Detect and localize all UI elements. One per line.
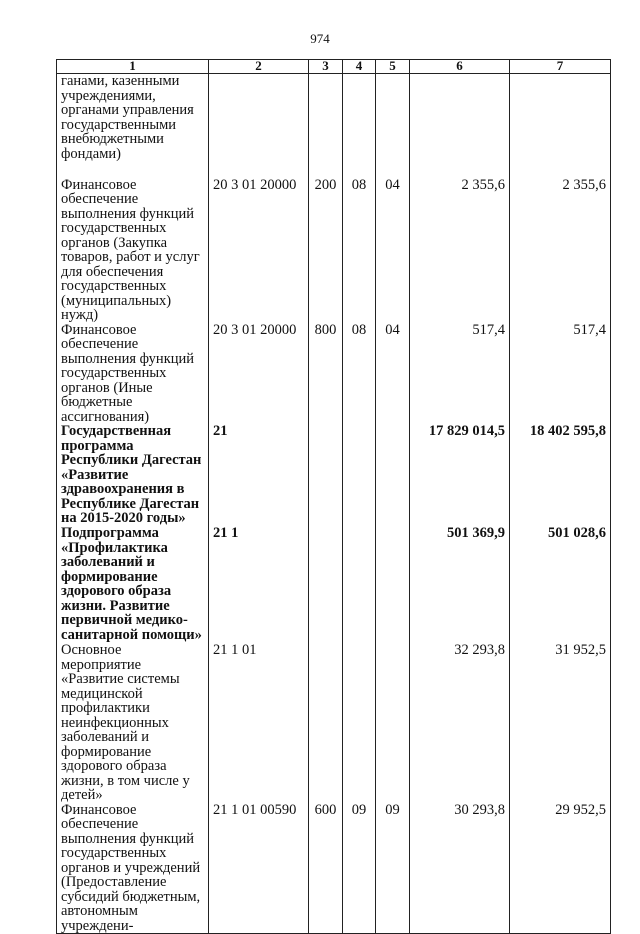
row-col3: [309, 424, 343, 526]
row-code: 21 1: [209, 526, 309, 643]
table-row: [57, 803, 611, 934]
row-col4: 08: [343, 178, 376, 323]
row-value-7: 31 952,5: [510, 643, 611, 803]
column-header: 2: [209, 60, 309, 74]
row-col5: [376, 424, 410, 526]
row-value-7: 2 355,6: [510, 178, 611, 323]
row-value-7: 501 028,6: [510, 526, 611, 643]
row-col5: [376, 526, 410, 643]
row-code: 20 3 01 20000: [209, 323, 309, 425]
budget-table: [56, 59, 611, 934]
table-row: [57, 643, 611, 803]
row-value-6: 2 355,6: [410, 178, 510, 323]
row-code: [209, 74, 309, 178]
table-row: [57, 424, 611, 526]
row-name: Подпрограмма «Профилактика заболеваний и формирование здорового образа жизни. Развитие первичной медико-санитарной помощи»: [57, 526, 209, 643]
row-col4: 08: [343, 323, 376, 425]
table-row: [57, 178, 611, 323]
row-col5: [376, 643, 410, 803]
row-value-7: 18 402 595,8: [510, 424, 611, 526]
table-row: [57, 526, 611, 643]
row-value-7: 517,4: [510, 323, 611, 425]
column-header: 6: [410, 60, 510, 74]
row-col4: [343, 424, 376, 526]
row-col4: [343, 74, 376, 178]
row-col3: 800: [309, 323, 343, 425]
row-value-7: [510, 74, 611, 178]
row-col5: 04: [376, 178, 410, 323]
row-col3: 600: [309, 803, 343, 934]
column-header: 1: [57, 60, 209, 74]
row-name: Основное мероприятие «Развитие системы медицинской профилактики неинфекционных заболеваний и формирование здорового образа жизни, в том числе у детей»: [57, 643, 209, 803]
column-header: 3: [309, 60, 343, 74]
row-value-6: 30 293,8: [410, 803, 510, 934]
table-row: [57, 74, 611, 178]
row-code: 20 3 01 20000: [209, 178, 309, 323]
row-col3: [309, 643, 343, 803]
row-name: Финансовое обеспечение выполнения функций государственных органов и учреждений (Предоставление субсидий бюджетным, автономным учреждени-: [57, 803, 209, 934]
row-col5: 09: [376, 803, 410, 934]
table-row: [57, 323, 611, 425]
row-value-6: 501 369,9: [410, 526, 510, 643]
row-code: 21: [209, 424, 309, 526]
row-name: Государственная программа Республики Дагестан «Развитие здравоохранения в Республике Дагестан на 2015-2020 годы»: [57, 424, 209, 526]
page-number: 974: [310, 31, 330, 46]
row-col4: [343, 643, 376, 803]
column-header: 5: [376, 60, 410, 74]
row-name: Финансовое обеспечение выполнения функций государственных органов (Закупка товаров, работ и услуг для обеспечения государственных (муниципальных) нужд): [57, 178, 209, 323]
row-value-7: 29 952,5: [510, 803, 611, 934]
row-name: ганами, казенными учреждениями, органами управления государственными внебюджетными фондами): [57, 74, 209, 178]
row-value-6: 517,4: [410, 323, 510, 425]
row-col5: 04: [376, 323, 410, 425]
row-value-6: 32 293,8: [410, 643, 510, 803]
row-code: 21 1 01: [209, 643, 309, 803]
row-col3: [309, 526, 343, 643]
header-row: [57, 60, 611, 74]
row-value-6: 17 829 014,5: [410, 424, 510, 526]
row-col4: 09: [343, 803, 376, 934]
column-header: 4: [343, 60, 376, 74]
row-col4: [343, 526, 376, 643]
row-col5: [376, 74, 410, 178]
row-value-6: [410, 74, 510, 178]
row-code: 21 1 01 00590: [209, 803, 309, 934]
row-col3: [309, 74, 343, 178]
column-header: 7: [510, 60, 611, 74]
row-name: Финансовое обеспечение выполнения функций государственных органов (Иные бюджетные ассигнования): [57, 323, 209, 425]
row-col3: 200: [309, 178, 343, 323]
